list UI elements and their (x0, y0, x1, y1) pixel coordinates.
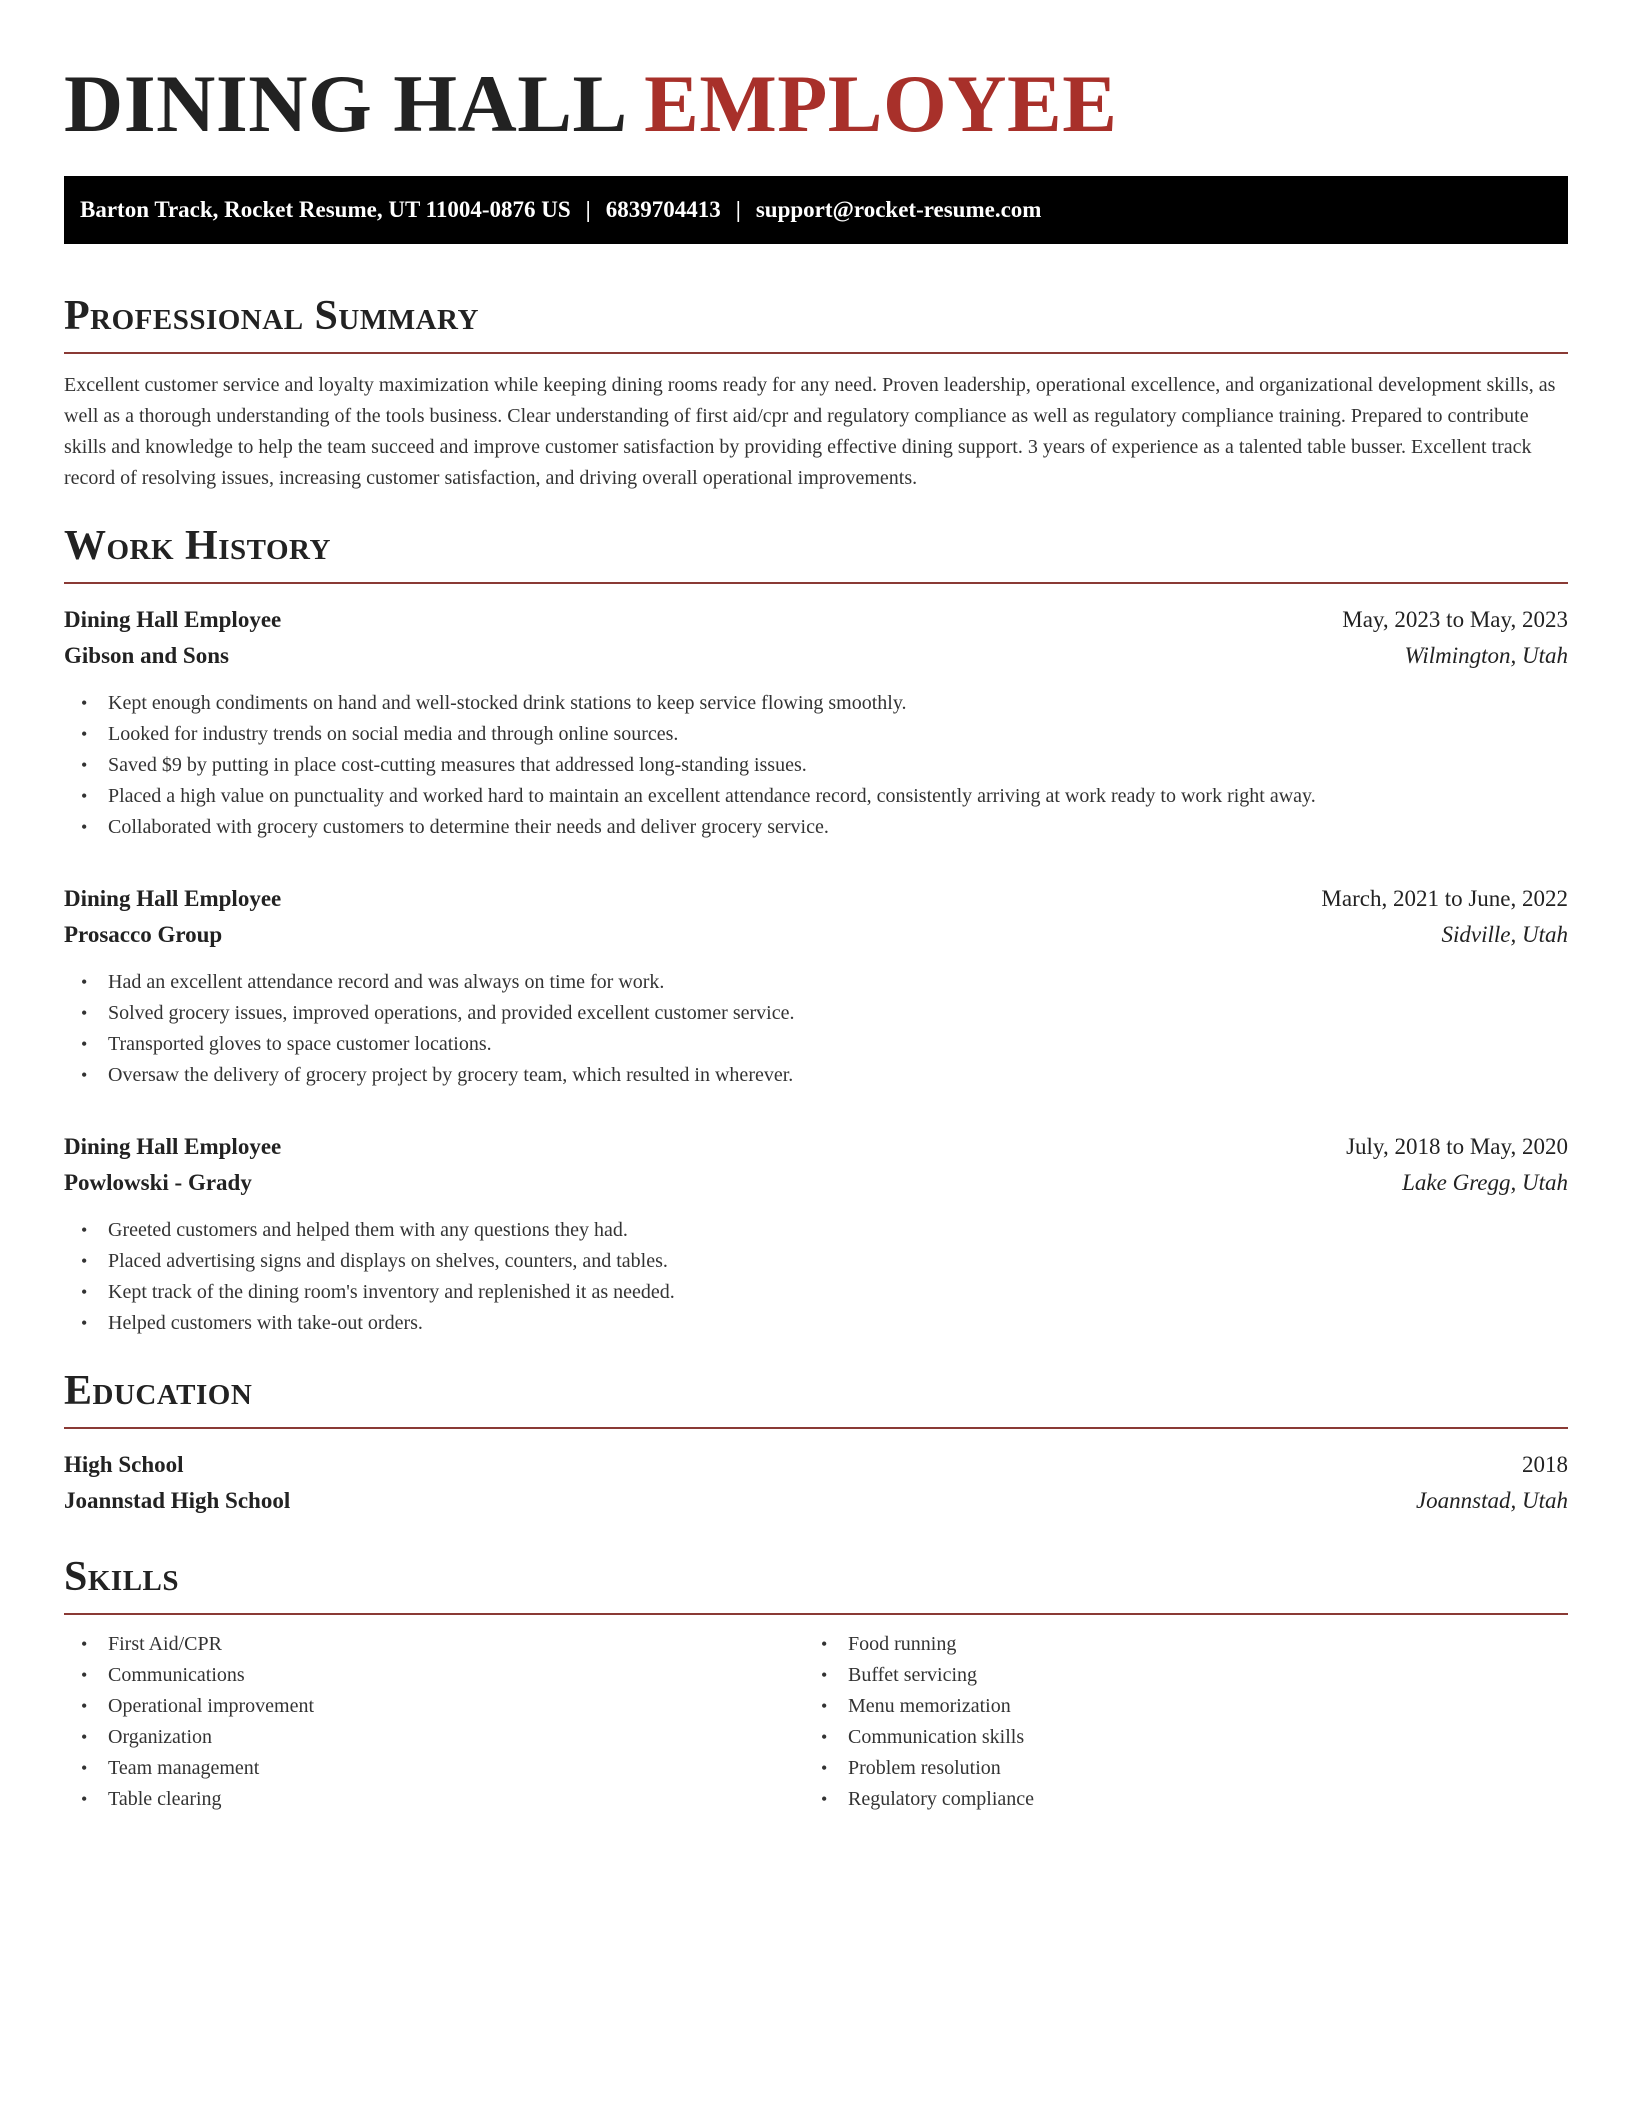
list-item: • Communication skills (804, 1722, 1544, 1753)
contact-phone: 6839704413 (605, 197, 721, 222)
list-item: • Looked for industry trends on social media and through online sources. (64, 719, 1568, 750)
bullet-icon: • (81, 1220, 88, 1240)
bullet-icon: • (821, 1665, 828, 1685)
contact-bar (64, 176, 1568, 244)
list-item: • Organization (64, 1722, 804, 1753)
job-company: Powlowski - Grady (64, 1170, 252, 1195)
education-section (64, 1365, 1568, 1519)
list-item: • Kept track of the dining room's inventory and replenished it as needed. (64, 1277, 1568, 1308)
list-item: • Saved $9 by putting in place cost-cutting measures that addressed long-standing issues. (64, 750, 1568, 781)
bullet-icon: • (821, 1727, 828, 1747)
bullet-icon: • (81, 1003, 88, 1023)
list-item: • Solved grocery issues, improved operations, and provided excellent customer service. (64, 998, 1568, 1029)
bullet-icon: • (81, 972, 88, 992)
bullet-icon: • (81, 1696, 88, 1716)
job-dates: May, 2023 to May, 2023 (1342, 607, 1568, 632)
list-item: • Had an excellent attendance record and was always on time for work. (64, 967, 1568, 998)
skills-list-left (64, 1629, 804, 1815)
list-item: • Placed advertising signs and displays on shelves, counters, and tables. (64, 1246, 1568, 1277)
education-year: 2018 (1522, 1452, 1568, 1477)
summary-title: Professional Summary (64, 293, 479, 339)
bullet-icon: • (81, 1313, 88, 1333)
bullet-icon: • (81, 1758, 88, 1778)
summary-section (64, 290, 1568, 494)
section-divider (64, 582, 1568, 584)
bullet-icon: • (81, 755, 88, 775)
job-title: Dining Hall Employee (64, 1134, 282, 1159)
job-location: Sidville, Utah (1441, 922, 1568, 947)
job-bullets (64, 688, 1568, 843)
bullet-icon: • (81, 1727, 88, 1747)
job-bullets (64, 967, 1568, 1091)
job-dates: July, 2018 to May, 2020 (1346, 1134, 1568, 1159)
contact-address: Barton Track, Rocket Resume, UT 11004-0876 US (80, 197, 571, 222)
bullet-icon: • (81, 817, 88, 837)
job-dates: March, 2021 to June, 2022 (1321, 886, 1568, 911)
list-item: • Kept enough condiments on hand and well-stocked drink stations to keep service flowing smoothly. (64, 688, 1568, 719)
resume-name (64, 56, 1568, 152)
list-item: • Food running (804, 1629, 1544, 1660)
list-item: • Problem resolution (804, 1753, 1544, 1784)
section-divider (64, 352, 1568, 354)
job-company: Gibson and Sons (64, 643, 229, 668)
list-item: • Helped customers with take-out orders. (64, 1308, 1568, 1339)
education-school: Joannstad High School (64, 1488, 291, 1513)
list-item: • Greeted customers and helped them with any questions they had. (64, 1215, 1568, 1246)
work-history-section (64, 520, 1568, 1339)
job-location: Lake Gregg, Utah (1402, 1170, 1568, 1195)
summary-text: Excellent customer service and loyalty maximization while keeping dining rooms ready for any need. Proven leadership, operational excellence, and organizational development skills, as well as a thorough understanding of the tools business. Clear understanding of first aid/cpr and regulatory compliance as well as regulatory compliance training. Prepared to contribute skills and knowledge to help the team succeed and improve customer satisfaction by providing effective dining support. 3 years of experience as a talented table busser. Excellent track record of resolving issues, increasing customer satisfaction, and driving overall operational improvements. (64, 374, 1556, 489)
bullet-icon: • (81, 1634, 88, 1654)
job-location: Wilmington, Utah (1404, 643, 1568, 668)
name-first: DINING HALL (64, 58, 624, 149)
bullet-icon: • (81, 1034, 88, 1054)
bullet-icon: • (81, 693, 88, 713)
job-bullets (64, 1215, 1568, 1339)
list-item: • Regulatory compliance (804, 1784, 1544, 1815)
education-entry (64, 1447, 1568, 1519)
job-company: Prosacco Group (64, 922, 223, 947)
education-location: Joannstad, Utah (1415, 1488, 1568, 1513)
bullet-icon: • (81, 1789, 88, 1809)
education-title: Education (64, 1368, 253, 1414)
contact-email: support@rocket-resume.com (755, 197, 1042, 222)
bullet-icon: • (81, 1065, 88, 1085)
list-item: • Team management (64, 1753, 804, 1784)
bullet-icon: • (81, 724, 88, 744)
list-item: • Buffet servicing (804, 1660, 1544, 1691)
skills-title: Skills (64, 1554, 180, 1600)
list-item: • Collaborated with grocery customers to determine their needs and deliver grocery service. (64, 812, 1568, 843)
education-degree: High School (64, 1452, 184, 1477)
skills-list-right (804, 1629, 1544, 1815)
list-item: • Oversaw the delivery of grocery project by grocery team, which resulted in wherever. (64, 1060, 1568, 1091)
bullet-icon: • (81, 1251, 88, 1271)
job-entry (64, 881, 1568, 1091)
contact-separator: | (585, 197, 591, 222)
job-entry (64, 602, 1568, 843)
bullet-icon: • (821, 1758, 828, 1778)
section-divider (64, 1427, 1568, 1429)
job-entry (64, 1129, 1568, 1339)
skills-grid (64, 1629, 1568, 1815)
list-item: • Operational improvement (64, 1691, 804, 1722)
bullet-icon: • (81, 1665, 88, 1685)
name-last: EMPLOYEE (644, 58, 1118, 149)
bullet-icon: • (821, 1696, 828, 1716)
list-item: • Menu memorization (804, 1691, 1544, 1722)
work-history-title: Work History (64, 523, 331, 569)
contact-separator: | (735, 197, 741, 222)
job-title: Dining Hall Employee (64, 607, 282, 632)
list-item: • First Aid/CPR (64, 1629, 804, 1660)
job-title: Dining Hall Employee (64, 886, 282, 911)
bullet-icon: • (81, 1282, 88, 1302)
list-item: • Transported gloves to space customer locations. (64, 1029, 1568, 1060)
list-item: • Table clearing (64, 1784, 804, 1815)
list-item: • Placed a high value on punctuality and worked hard to maintain an excellent attendance record, consistently arriving at work ready to work right away. (64, 781, 1568, 812)
bullet-icon: • (821, 1634, 828, 1654)
bullet-icon: • (821, 1789, 828, 1809)
list-item: • Communications (64, 1660, 804, 1691)
section-divider (64, 1613, 1568, 1615)
bullet-icon: • (81, 786, 88, 806)
skills-section (64, 1551, 1568, 1815)
